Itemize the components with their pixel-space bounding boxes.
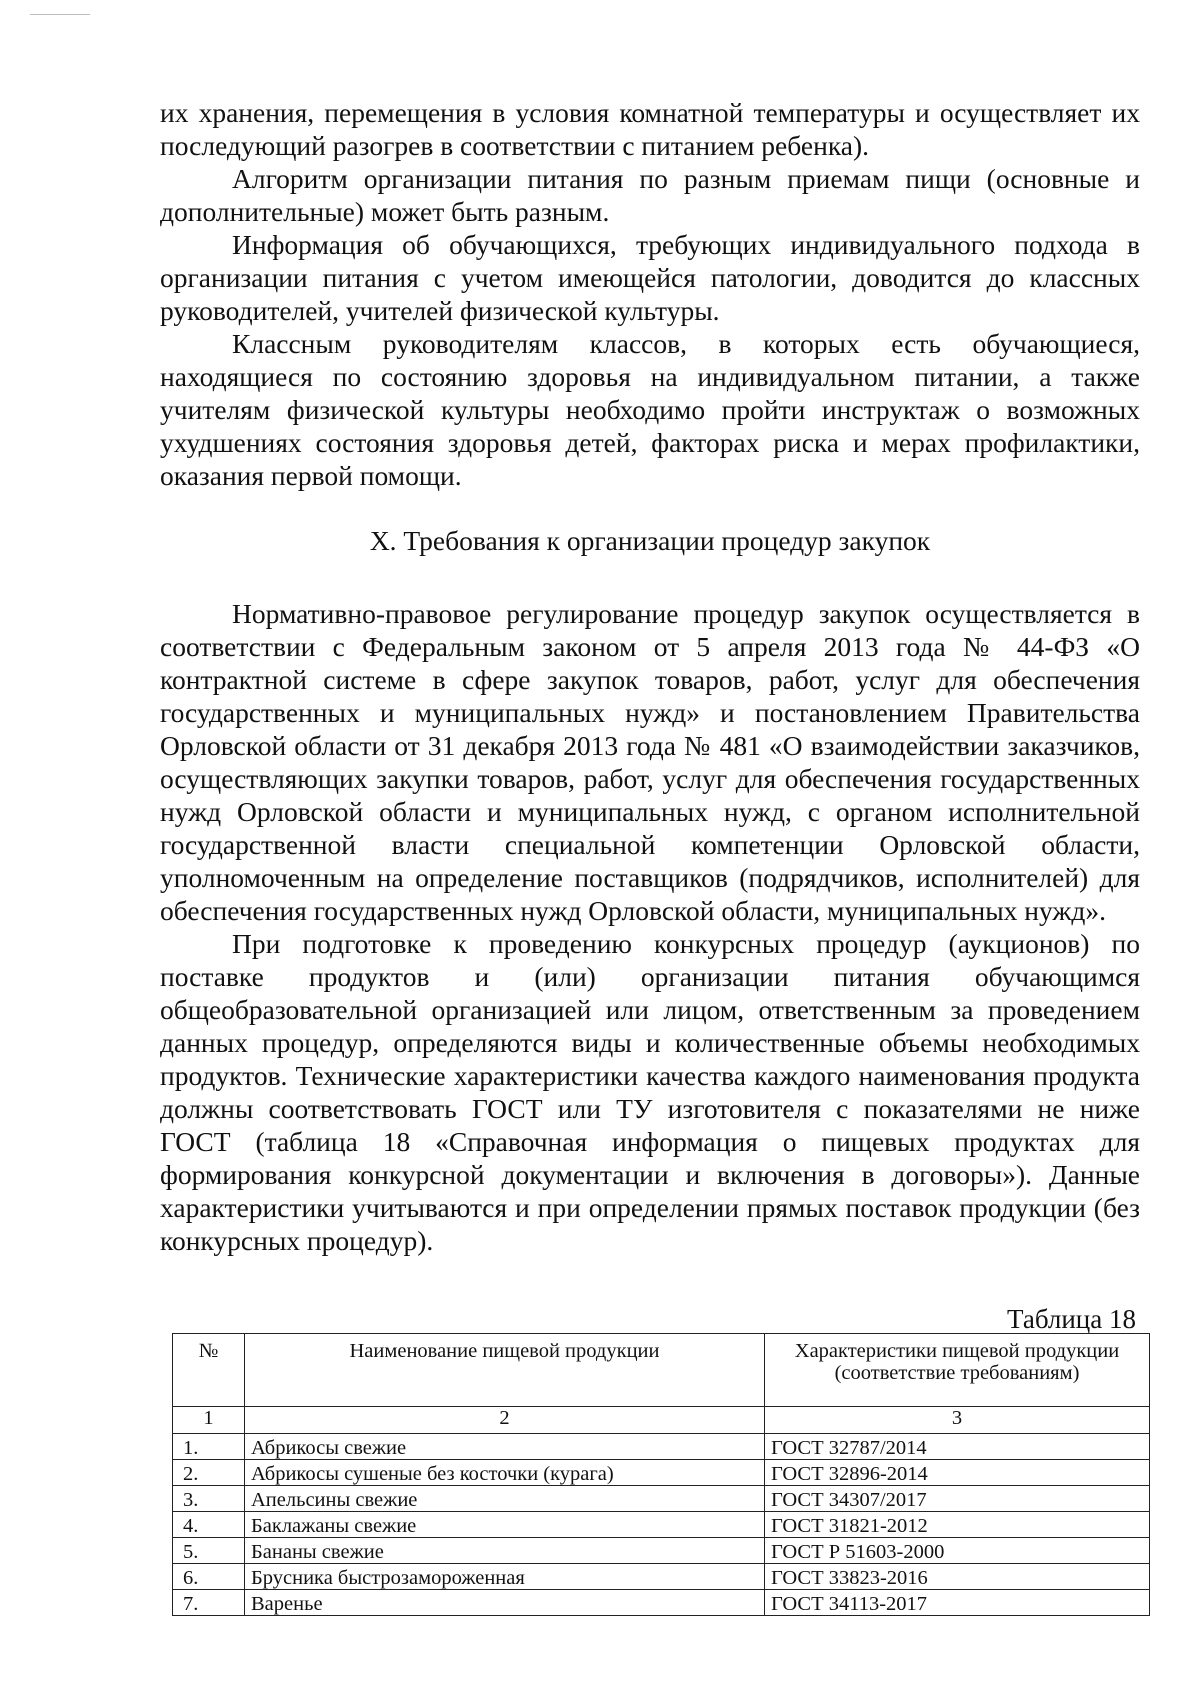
table-row: [173, 1512, 1150, 1538]
product-name: Брусника быстрозамороженная: [245, 1564, 765, 1590]
product-standard: ГОСТ 33823-2016: [765, 1564, 1150, 1590]
header-number: №: [173, 1334, 245, 1407]
section-heading: X. Требования к организации процедур закупок: [369, 525, 931, 556]
table-row: [173, 1538, 1150, 1564]
products-table: [172, 1333, 1150, 1616]
product-standard: ГОСТ 31821-2012: [765, 1512, 1150, 1538]
product-name: Апельсины свежие: [245, 1486, 765, 1512]
header-characteristics: Характеристики пищевой продукции (соответствие требованиям): [765, 1334, 1150, 1407]
table-row: [173, 1486, 1150, 1512]
product-standard: ГОСТ Р 51603-2000: [765, 1538, 1150, 1564]
table-row: [173, 1460, 1150, 1486]
column-number-1: 1: [173, 1407, 245, 1434]
column-number-3: 3: [765, 1407, 1150, 1434]
table-caption: Таблица 18: [1007, 1304, 1136, 1334]
paragraph-1: их хранения, перемещения в условия комнатной температуры и осуществляет их последующий разогрев в соответствии с питанием ребенка).: [160, 97, 1140, 161]
product-name: Варенье: [245, 1590, 765, 1616]
paragraph-2: Алгоритм организации питания по разным приемам пищи (основные и дополнительные) может быть разным.: [160, 163, 1140, 227]
scan-artifact: [30, 14, 90, 15]
product-standard: ГОСТ 34113-2017: [765, 1590, 1150, 1616]
product-name: Абрикосы свежие: [245, 1434, 765, 1460]
header-product-name: Наименование пищевой продукции: [245, 1334, 765, 1407]
product-name: Бананы свежие: [245, 1538, 765, 1564]
product-name: Абрикосы сушеные без косточки (курага): [245, 1460, 765, 1486]
row-number: 1.: [173, 1434, 245, 1460]
row-number: 5.: [173, 1538, 245, 1564]
column-number-2: 2: [245, 1407, 765, 1434]
product-name: Баклажаны свежие: [245, 1512, 765, 1538]
product-standard: ГОСТ 32896-2014: [765, 1460, 1150, 1486]
table-row: [173, 1564, 1150, 1590]
table-header-row: [173, 1334, 1150, 1407]
paragraph-4: Классным руководителям классов, в которых есть обучающиеся, находящиеся по состоянию здоровья на индивидуальном питании, а также учителям физической культуры необходимо пройти инструктаж о возможных ухудшениях состояния здоровья детей, факторах риска и мерах профилактики, оказания первой помощи.: [160, 328, 1140, 491]
product-standard: ГОСТ 34307/2017: [765, 1486, 1150, 1512]
paragraph-3: Информация об обучающихся, требующих индивидуального подхода в организации питания с учетом имеющейся патологии, доводится до классных руководителей, учителей физической культуры.: [160, 229, 1140, 326]
table-row: [173, 1434, 1150, 1460]
paragraph-6: При подготовке к проведению конкурсных процедур (аукционов) по поставке продуктов и (или) организации питания обучающимся общеобразовательной организацией или лицом, ответственным за проведением данных процедур, определяются виды и количественные объемы необходимых продуктов. Технические характеристики качества каждого наименования продукта должны соответствовать ГОСТ или ТУ изготовителя с показателями не ниже ГОСТ (таблица 18 «Справочная информация о пищевых продуктах для формирования конкурсной документации и включения в договоры»). Данные характеристики учитываются и при определении прямых поставок продукции (без конкурсных процедур).: [160, 928, 1140, 1256]
row-number: 7.: [173, 1590, 245, 1616]
body-text: [160, 96, 1140, 1257]
row-number: 6.: [173, 1564, 245, 1590]
product-standard: ГОСТ 32787/2014: [765, 1434, 1150, 1460]
table-row: [173, 1590, 1150, 1616]
column-number-row: [173, 1407, 1150, 1434]
row-number: 2.: [173, 1460, 245, 1486]
row-number: 3.: [173, 1486, 245, 1512]
row-number: 4.: [173, 1512, 245, 1538]
paragraph-5: Нормативно-правовое регулирование процедур закупок осуществляется в соответствии с Федеральным законом от 5 апреля 2013 года № 44-ФЗ «О контрактной системе в сфере закупок товаров, работ, услуг для обеспечения государственных и муниципальных нужд» и постановлением Правительства Орловской области от 31 декабря 2013 года № 481 «О взаимодействии заказчиков, осуществляющих закупки товаров, работ, услуг для обеспечения государственных нужд Орловской области и муниципальных нужд, с органом исполнительной государственной власти специальной компетенции Орловской области, уполномоченным на определение поставщиков (подрядчиков, исполнителей) для обеспечения государственных нужд Орловской области, муниципальных нужд».: [160, 598, 1140, 926]
